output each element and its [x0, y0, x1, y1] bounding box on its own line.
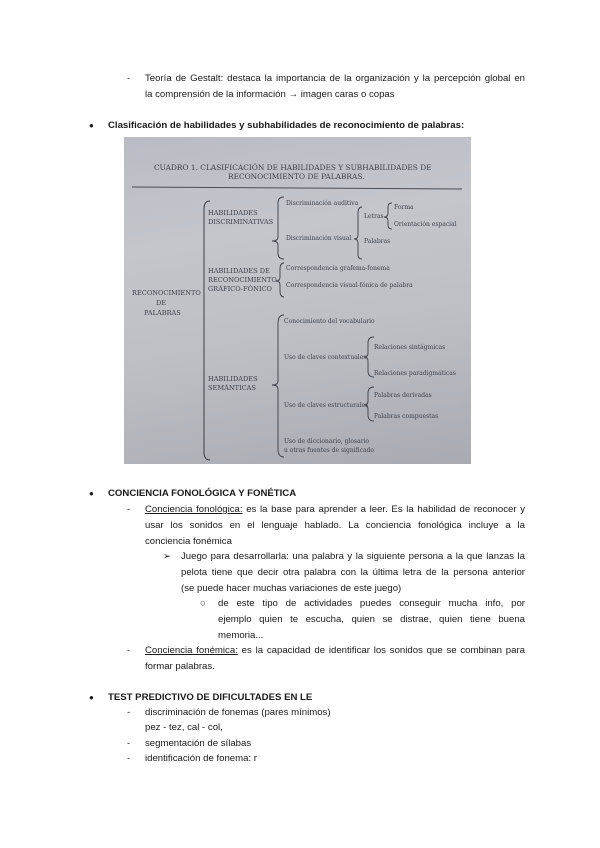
- item-label: Relaciones paradigmáticas: [374, 370, 456, 377]
- item-label: Uso de claves contextuales: [284, 354, 367, 361]
- term-fonemica: Conciencia fonémica:: [145, 645, 238, 656]
- definition-line: usar los sonidos en el lenguaje hablado. La conciencia fonológica incluye a la: [145, 520, 525, 531]
- definition-line: [145, 504, 525, 516]
- term-fonologica: Conciencia fonológica:: [145, 504, 243, 515]
- classification-diagram: [124, 137, 471, 464]
- item-label: u otras fuentes de significado: [284, 447, 374, 454]
- dash-bullet: -: [127, 707, 131, 718]
- group-label: HABILIDADES: [208, 209, 258, 217]
- root-label: DE: [156, 299, 167, 307]
- item-label: Palabras compuestas: [374, 413, 439, 420]
- definition-text: es la base para aprender a leer. Es la habilidad de reconocer y: [242, 504, 525, 515]
- palabras-label: Palabras: [364, 238, 391, 245]
- section-heading: TEST PREDICTIVO DE DIFICULTADES EN LE: [108, 692, 313, 703]
- root-label: RECONOCIMIENTO: [132, 289, 201, 297]
- disc-bullet: ●: [89, 489, 94, 498]
- item-label: Uso de diccionario, glosario: [284, 438, 370, 445]
- definition-text: es la capacidad de identificar los sonidos que se combinan para: [237, 645, 525, 656]
- dash-bullet: -: [127, 504, 131, 515]
- item-label: Orientación espacial: [394, 221, 457, 228]
- item-label: Conocimiento del vocabulario: [284, 318, 375, 325]
- item-label: Correspondencia grafema-fonema: [286, 265, 390, 272]
- game-line: pelota tiene que decir otra palabra con la última letra de la persona anterior: [181, 567, 525, 578]
- dash-bullet: -: [127, 73, 131, 84]
- definition-line: formar palabras.: [145, 661, 215, 672]
- dash-bullet: -: [127, 645, 131, 656]
- intro-line: Teoría de Gestalt: destaca la importancia de la organización y la percepción global en: [145, 73, 525, 84]
- item-label: Palabras derivadas: [374, 392, 432, 399]
- figure-caption: RECONOCIMIENTO DE PALABRAS.: [228, 172, 365, 181]
- section-heading: Clasificación de habilidades y subhabilidades de reconocimiento de palabras:: [108, 120, 465, 131]
- group-label: HABILIDADES: [208, 375, 258, 383]
- definition-line: [145, 645, 525, 657]
- dash-bullet: -: [127, 738, 131, 749]
- note-line: ejemplo quien te escucha, quien se distrae, quien tiene buena: [218, 614, 525, 625]
- item-label: Forma: [394, 204, 414, 211]
- item-label: Discriminación visual: [286, 235, 352, 242]
- item-label: Uso de claves estructurales: [284, 402, 369, 409]
- section-heading: CONCIENCIA FONOLÓGICA Y FONÉTICA: [108, 488, 297, 499]
- disc-bullet: ●: [89, 121, 94, 130]
- intro-line: la comprensión de la información → imagen caras o copas: [145, 89, 395, 100]
- list-item: discriminación de fonemas (pares mínimos): [145, 707, 331, 718]
- list-item: segmentación de sílabas: [145, 738, 252, 749]
- group-label: GRÁFICO-FÓNICO: [208, 285, 272, 293]
- letras-label: Letras: [364, 213, 384, 220]
- game-line: (se puede hacer muchas variaciones de este juego): [181, 583, 402, 594]
- dash-bullet: -: [127, 753, 131, 764]
- circle-bullet: ○: [200, 598, 206, 609]
- group-label: DISCRIMINATIVAS: [208, 218, 274, 226]
- item-label: Correspondencia visual-fónica de palabra: [286, 282, 413, 289]
- game-line: Juego para desarrollarla: una palabra y la siguiente persona a la que lanzas la: [181, 551, 525, 562]
- figure-caption: CUADRO 1. CLASIFICACIÓN DE HABILIDADES Y SUBHABILIDADES DE: [154, 163, 432, 172]
- list-item-sub: pez - tez, cal - col,: [145, 722, 223, 733]
- root-label: PALABRAS: [144, 309, 181, 317]
- note-line: memoria...: [218, 630, 264, 641]
- item-label: Relaciones sintágmicas: [374, 344, 446, 351]
- note-line: de este tipo de actividades puedes conseguir mucha info, por: [218, 598, 525, 609]
- classification-figure: [124, 137, 471, 464]
- group-label: HABILIDADES DE: [208, 267, 270, 275]
- arrow-bullet: ➢: [163, 551, 172, 562]
- disc-bullet: ●: [89, 693, 94, 702]
- list-item: identificación de fonema: r: [145, 753, 257, 764]
- group-label: RECONOCIMIENTO: [208, 276, 277, 284]
- definition-line: conciencia fonémica: [145, 536, 232, 547]
- group-label: SEMÁNTICAS: [208, 384, 256, 392]
- item-label: Discriminación auditiva: [286, 200, 359, 207]
